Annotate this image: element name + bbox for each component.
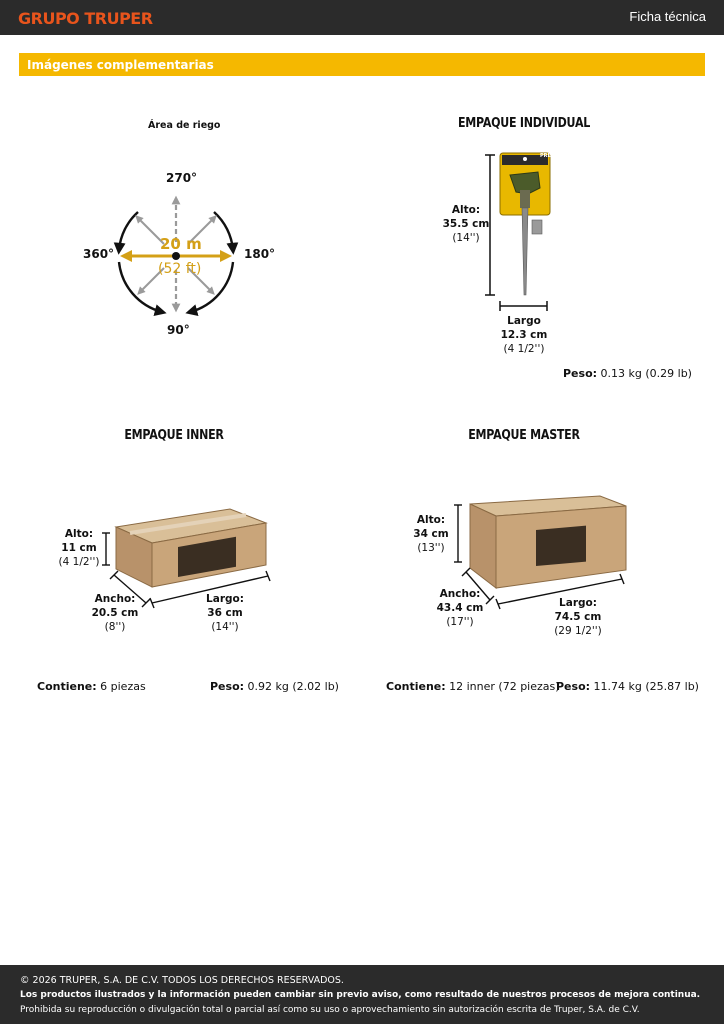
height-cm: 35.5 cm (442, 218, 490, 230)
inner-height-title: Alto: (64, 528, 94, 540)
master-weight-title: Peso: (556, 680, 591, 693)
master-length-label (550, 596, 606, 638)
section-title: Imágenes complementarias (27, 58, 214, 72)
master-width-label (433, 587, 487, 629)
master-width-title: Ancho: (439, 588, 481, 600)
inner-weight-value: 0.92 kg (2.02 lb) (244, 680, 339, 693)
radius-meters: 20 m (160, 235, 202, 253)
angle-180-label: 180° (244, 247, 276, 261)
height-in: (14'') (452, 232, 480, 244)
inner-weight-title: Peso: (210, 680, 245, 693)
brand-logo: GRUPO TRUPER (18, 9, 153, 28)
master-height-in: (13'') (417, 542, 445, 554)
master-heading: EMPAQUE MASTER (468, 428, 580, 443)
length-title: Largo (507, 315, 541, 327)
master-contents-value: 12 inner (72 piezas) (445, 680, 560, 693)
master-height-cm: 34 cm (413, 528, 449, 540)
master-length-cm: 74.5 cm (554, 611, 602, 623)
angle-90-label: 90° (167, 323, 190, 337)
master-weight (556, 680, 699, 693)
weight-value: 0.13 kg (0.29 lb) (597, 367, 692, 380)
individual-package-illustration (480, 150, 570, 320)
sprinkler-center (172, 252, 180, 260)
radius-feet: (52 ft) (158, 261, 202, 277)
footer-prohibition: Prohibida su reproducción o divulgación total o parcial así como su uso o aprovechamiento sin autorización escrita de Truper, S.A. de C.V. (20, 1005, 640, 1015)
inner-length-label (200, 592, 250, 634)
rotation-arc-top-right (214, 212, 233, 250)
inner-height-label (56, 527, 102, 569)
inner-height-cm: 11 cm (61, 542, 97, 554)
inner-width-cm: 20.5 cm (91, 607, 139, 619)
weight-title: Peso: (563, 367, 598, 380)
master-contents (386, 680, 560, 693)
master-contents-title: Contiene: (386, 680, 446, 693)
package-brand-text: PRETUL (540, 153, 562, 159)
inner-contents-title: Contiene: (37, 680, 97, 693)
rotation-arc-bottom-left (119, 262, 162, 312)
inner-length-cm: 36 cm (207, 607, 243, 619)
inner-length-title: Largo: (206, 593, 244, 605)
master-weight-value: 11.74 kg (25.87 lb) (590, 680, 699, 693)
inner-contents-value: 6 piezas (96, 680, 146, 693)
inner-weight (210, 680, 339, 693)
height-title: Alto: (451, 204, 481, 216)
inner-width-label (88, 592, 142, 634)
individual-weight (563, 367, 692, 380)
inner-heading: EMPAQUE INNER (124, 428, 224, 443)
master-width-cm: 43.4 cm (436, 602, 484, 614)
footer-notice: Los productos ilustrados y la información pueden cambiar sin previo aviso, como resultado de nuestros procesos de mejora continua. (20, 990, 701, 1000)
angle-270-label: 270° (166, 171, 198, 185)
inner-height-in: (4 1/2'') (58, 556, 100, 568)
inner-contents (37, 680, 146, 693)
length-in: (4 1/2'') (503, 343, 545, 355)
inner-width-in: (8'') (104, 621, 126, 633)
rotation-arc-top-left (119, 212, 138, 250)
master-height-label (410, 513, 452, 555)
section-header (19, 53, 705, 76)
length-cm: 12.3 cm (500, 329, 548, 341)
individual-heading: EMPAQUE INDIVIDUAL (457, 116, 591, 131)
master-height-title: Alto: (416, 514, 446, 526)
inner-length-in: (14'') (211, 621, 239, 633)
inner-width-title: Ancho: (94, 593, 136, 605)
document-type: Ficha técnica (629, 9, 706, 24)
master-length-title: Largo: (559, 597, 597, 609)
top-bar (0, 0, 724, 35)
individual-length-label (497, 314, 551, 356)
individual-height-label (440, 203, 492, 245)
master-length-in: (29 1/2'') (554, 625, 602, 637)
footer (0, 965, 724, 1024)
angle-360-label: 360° (83, 247, 115, 261)
irrigation-diagram (100, 180, 260, 330)
footer-copyright: © 2026 TRUPER, S.A. DE C.V. TODOS LOS DERECHOS RESERVADOS. (20, 975, 344, 986)
master-width-in: (17'') (446, 616, 474, 628)
irrigation-title: Área de riego (148, 120, 221, 131)
